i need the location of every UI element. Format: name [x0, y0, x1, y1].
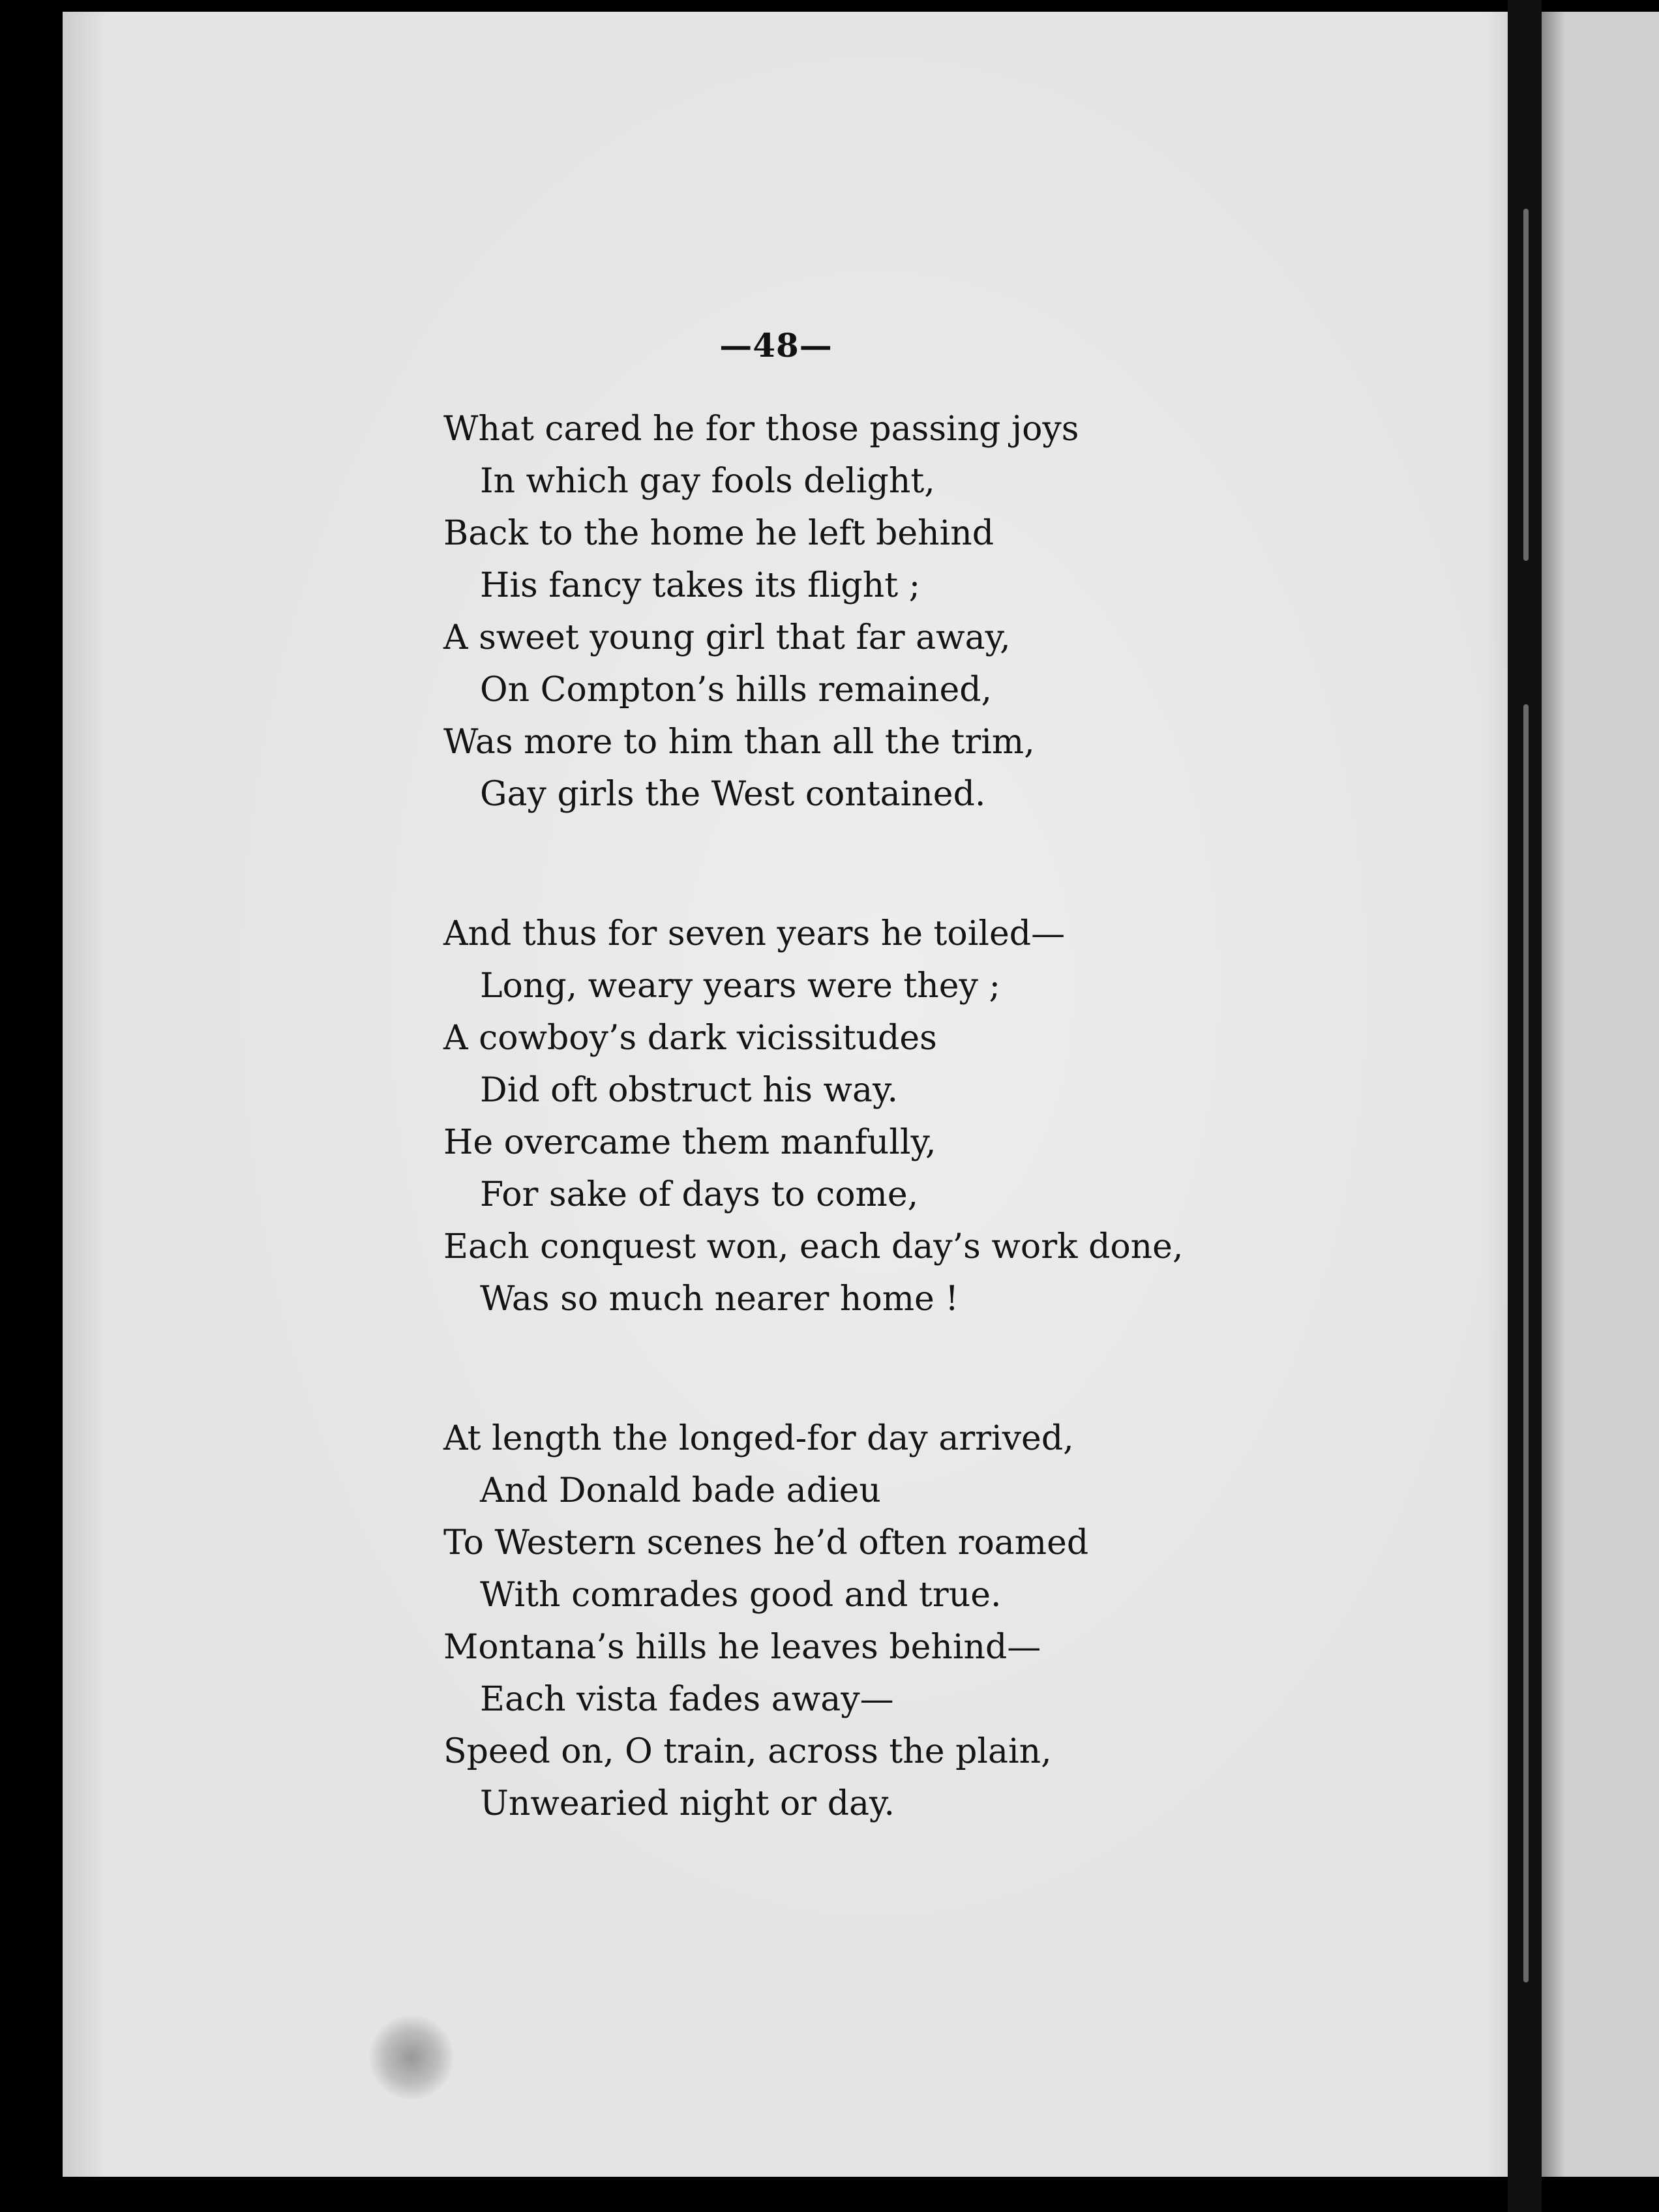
- poem-line: What cared he for those passing joys: [443, 410, 1079, 449]
- poem-line: For sake of days to come,: [480, 1175, 919, 1214]
- poem-line: A cowboy’s dark vicissitudes: [443, 1019, 937, 1058]
- ink-stain: [369, 2015, 454, 2100]
- poem-line: Was more to him than all the trim,: [443, 723, 1035, 762]
- binding-thread: [1523, 704, 1529, 1982]
- stanza: [443, 403, 1304, 820]
- poem-line: Montana’s hills he leaves behind—: [443, 1628, 1041, 1667]
- poem-line: Long, weary years were they ;: [480, 966, 1000, 1006]
- poem-body: [443, 403, 1304, 1830]
- stanza: [443, 1412, 1304, 1830]
- poem-line: Each vista fades away—: [480, 1680, 894, 1719]
- poem-line: Back to the home he left behind: [443, 514, 994, 553]
- poem-line: On Compton’s hills remained,: [480, 670, 993, 710]
- adjacent-page-edge: [1542, 12, 1659, 2177]
- poem-line: His fancy takes its flight ;: [480, 566, 921, 605]
- poem-line: Unwearied night or day.: [480, 1784, 895, 1823]
- page-number: —48—: [719, 326, 833, 365]
- poem-line: Did oft obstruct his way.: [480, 1071, 899, 1110]
- poem-line: He overcame them manfully,: [443, 1123, 936, 1162]
- stanza: [443, 908, 1304, 1325]
- poem-line: Speed on, O train, across the plain,: [443, 1732, 1052, 1771]
- binding-thread: [1523, 209, 1529, 561]
- poem-line: Gay girls the West contained.: [480, 775, 986, 814]
- poem-line: Each conquest won, each day’s work done,: [443, 1227, 1184, 1266]
- poem-line: And thus for seven years he toiled—: [443, 914, 1066, 953]
- poem-line: At length the longed-for day arrived,: [443, 1419, 1074, 1458]
- poem-line: Was so much nearer home !: [480, 1279, 959, 1319]
- poem-line: And Donald bade adieu: [480, 1471, 881, 1510]
- poem-line: A sweet young girl that far away,: [443, 618, 1011, 657]
- poem-line: To Western scenes he’d often roamed: [443, 1523, 1089, 1562]
- poem-line: In which gay fools delight,: [480, 462, 935, 501]
- poem-line: With comrades good and true.: [480, 1576, 1002, 1615]
